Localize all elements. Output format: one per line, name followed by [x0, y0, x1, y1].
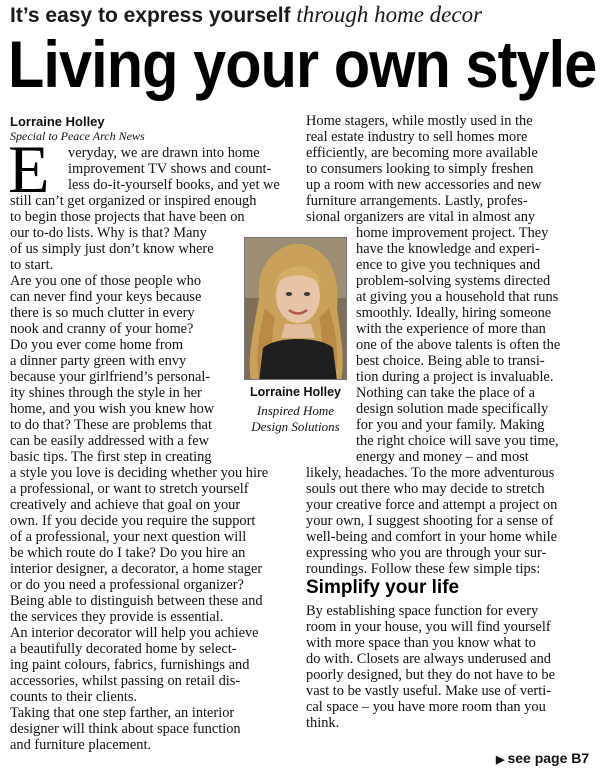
- text-line: basic tips. The first step in creating: [10, 449, 212, 465]
- column-2-tips: [306, 603, 555, 731]
- text-line: can never find your keys because: [10, 289, 202, 305]
- byline-affiliation: Special to Peace Arch News: [10, 129, 145, 143]
- text-line: the right choice will save you time,: [356, 433, 559, 449]
- byline-author: Lorraine Holley: [10, 114, 105, 129]
- text-line: and furniture placement.: [10, 737, 152, 753]
- kicker: [10, 2, 482, 28]
- text-line: designer will think about space function: [10, 721, 241, 737]
- text-line: a dinner party green with envy: [10, 353, 187, 369]
- text-line: at giving you a household that runs: [356, 289, 559, 305]
- author-photo: [244, 237, 347, 380]
- text-line: one of the above talents is often the: [356, 337, 561, 353]
- text-line: be which route do I take? Do you hire an: [10, 545, 246, 561]
- text-line: An interior decorator will help you achieve: [10, 625, 259, 641]
- text-line: well-being and comfort in your home while: [306, 529, 557, 545]
- text-line: do with. Closets are always underused and: [306, 651, 551, 667]
- text-line: real estate industry to sell homes more: [306, 129, 528, 145]
- text-line: Taking that one step farther, an interior: [10, 705, 235, 721]
- column-2-body: [306, 465, 557, 577]
- text-line: furniture arrangements. Lastly, profes-: [306, 193, 528, 209]
- text-line: ing paint colours, fabrics, furnishings and: [10, 657, 250, 673]
- text-line: to do that? These are problems that: [10, 417, 212, 433]
- column-1-body: [10, 465, 268, 753]
- text-line: to start.: [10, 257, 54, 273]
- text-line: your own, I suggest shooting for a sense of: [306, 513, 554, 529]
- text-line: our to-do lists. Why is that? Many: [10, 225, 207, 241]
- text-line: expressing who you are through your sur-: [306, 545, 547, 561]
- jump-link[interactable]: [496, 750, 589, 766]
- text-line: up a room with new accessories and new: [306, 177, 542, 193]
- text-line: Home stagers, while mostly used in the: [306, 113, 533, 129]
- photo-caption-title-line-2: Design Solutions: [251, 419, 340, 434]
- text-line: creatively and achieve that goal on your: [10, 497, 241, 513]
- text-line: home, and you wish you knew how: [10, 401, 215, 417]
- text-line: likely, headaches. To the more adventurous: [306, 465, 555, 481]
- text-line: a style you love is deciding whether you hire: [10, 465, 269, 481]
- text-line: Being able to distinguish between these and: [10, 593, 263, 609]
- text-line: efficiently, are becoming more available: [306, 145, 538, 161]
- text-line: vast to be vastly useful. Make use of verti-: [306, 683, 551, 699]
- text-line: with the experience of more than: [356, 321, 546, 337]
- text-line: your creative force and attempt a project on: [306, 497, 558, 513]
- text-line: there is so much clutter in every: [10, 305, 195, 321]
- column-2-intro: [306, 113, 541, 225]
- text-line: sional organizers are vital in almost any: [306, 209, 536, 225]
- photo-caption-name: Lorraine Holley: [250, 385, 341, 399]
- text-line: improvement TV shows and count-: [68, 161, 272, 177]
- text-line: design solution made specifically: [356, 401, 549, 417]
- text-line: Nothing can take the place of a: [356, 385, 536, 401]
- text-line: or do you need a professional organizer?: [10, 577, 244, 593]
- text-line: ity shines through the style in her: [10, 385, 202, 401]
- portrait-illustration: [245, 238, 347, 380]
- text-line: a beautifully decorated home by select-: [10, 641, 237, 657]
- text-line: home improvement project. They: [356, 225, 549, 241]
- text-line: roundings. Follow these few simple tips:: [306, 561, 541, 577]
- subhead-simplify: Simplify your life: [306, 577, 460, 598]
- text-line: Do you ever come home from: [10, 337, 184, 353]
- text-line: cal space – you have more room than you: [306, 699, 546, 715]
- kicker-bold: It’s easy to express yourself: [10, 4, 291, 27]
- text-line: of a professional, your next question will: [10, 529, 247, 545]
- text-line: because your girlfriend’s personal-: [10, 369, 211, 385]
- text-line: of us simply just don’t know where: [10, 241, 214, 257]
- text-line: souls out there who may decide to stretch: [306, 481, 545, 497]
- headline: Living your own style: [8, 27, 597, 101]
- text-line: the services they provide is essential.: [10, 609, 224, 625]
- text-line: nook and cranny of your home?: [10, 321, 194, 337]
- text-line: to consumers looking to simply freshen: [306, 161, 534, 177]
- text-line: to begin those projects that have been on: [10, 209, 245, 225]
- text-line: By establishing space function for every: [306, 603, 539, 619]
- text-line: still can’t get organized or inspired enough: [10, 193, 257, 209]
- text-line: think.: [306, 715, 340, 731]
- text-line: can be easily addressed with a few: [10, 433, 209, 449]
- column-1-wrap: [10, 273, 214, 465]
- drop-cap: E: [8, 131, 50, 207]
- text-line: Are you one of those people who: [10, 273, 202, 289]
- column-1-intro: [10, 145, 280, 273]
- text-line: accessories, whilst passing on retail dis-: [10, 673, 241, 689]
- text-line: energy and money – and most: [356, 449, 529, 465]
- text-line: a professional, or want to stretch yourself: [10, 481, 249, 497]
- text-line: veryday, we are drawn into home: [68, 145, 260, 161]
- column-2-wrap: [356, 225, 560, 465]
- jump-arrow-icon: ▶: [496, 754, 505, 766]
- text-line: smoothly. Ideally, hiring someone: [356, 305, 552, 321]
- text-line: poorly designed, but they do not have to be: [306, 667, 555, 683]
- photo-caption-title-line-1: Inspired Home: [256, 403, 335, 418]
- text-line: counts to their clients.: [10, 689, 138, 705]
- text-line: for you and your family. Making: [356, 417, 545, 433]
- jump-text: see page B7: [507, 750, 590, 766]
- text-line: less do-it-yourself books, and yet we: [68, 177, 280, 193]
- text-line: own. If you decide you require the support: [10, 513, 256, 529]
- text-line: room in your house, you will find yourself: [306, 619, 551, 635]
- text-line: with more space than you know what to: [306, 635, 536, 651]
- text-line: interior designer, a decorator, a home stager: [10, 561, 263, 577]
- kicker-italic: through home decor: [296, 2, 483, 27]
- photo-caption-title: [244, 403, 347, 435]
- text-line: tion during a project is invaluable.: [356, 369, 554, 385]
- text-line: ence to give you techniques and: [356, 257, 541, 273]
- text-line: problem-solving systems directed: [356, 273, 551, 289]
- text-line: best choice. Being able to transi-: [356, 353, 545, 369]
- text-line: have the knowledge and experi-: [356, 241, 540, 257]
